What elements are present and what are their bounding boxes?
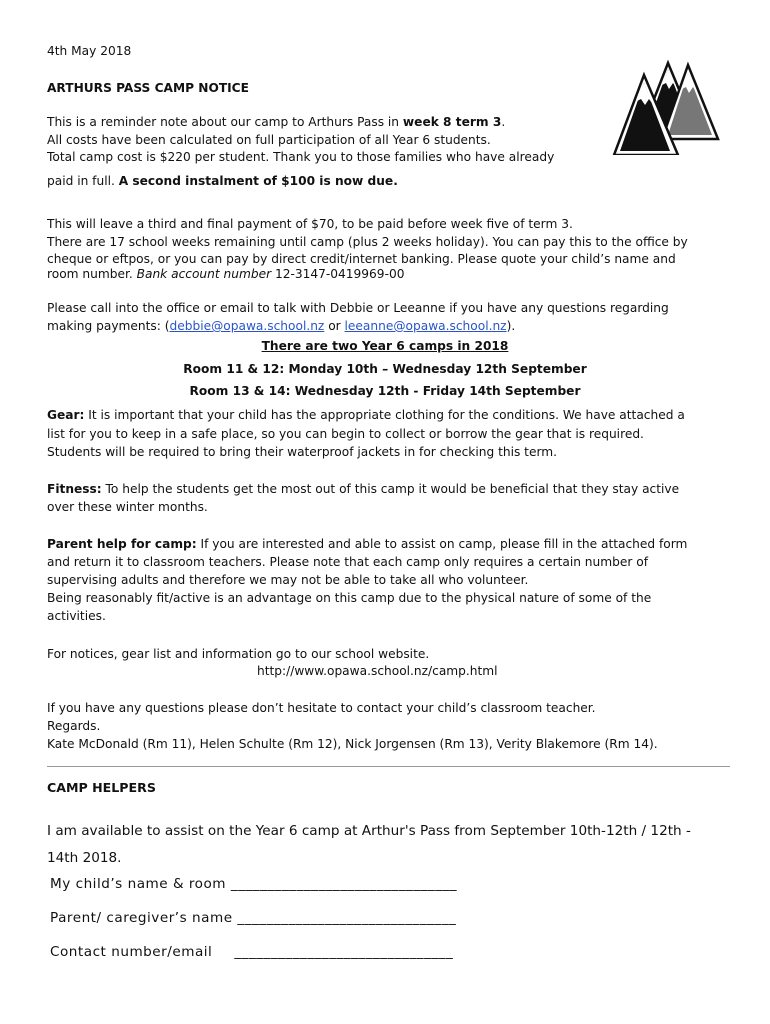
notice-line-1: This is a reminder note about our camp to Arthurs Pass in week 8 term 3. bbox=[47, 115, 506, 129]
gear-line-1: Gear: It is important that your child has the appropriate clothing for the conditions. We have attached a bbox=[47, 408, 685, 422]
parent-help-line-4: Being reasonably fit/active is an advantage on this camp due to the physical nature of some of the bbox=[47, 591, 652, 605]
camp-1-dates: Room 11 & 12: Monday 10th – Wednesday 12th September bbox=[183, 362, 587, 376]
payment-line-3: cheque or eftpos, or you can pay by direct credit/internet banking. Please quote your child’s name and bbox=[47, 252, 676, 266]
notice-title: ARTHURS PASS CAMP NOTICE bbox=[47, 81, 249, 95]
child-name-field[interactable] bbox=[50, 876, 457, 892]
camp-2-dates: Room 13 & 14: Wednesday 12th - Friday 14th September bbox=[189, 384, 581, 398]
contact-line-2: making payments: (debbie@opawa.school.nz or leeanne@opawa.school.nz). bbox=[47, 319, 516, 333]
parent-help-line-5: activities. bbox=[47, 609, 106, 623]
email-link-leeanne[interactable]: leeanne@opawa.school.nz bbox=[344, 319, 507, 333]
website-url[interactable]: http://www.opawa.school.nz/camp.html bbox=[257, 664, 498, 678]
helpers-line-1: I am available to assist on the Year 6 camp at Arthur's Pass from September 10th-12th / 12th - bbox=[47, 823, 691, 839]
mountain-logo bbox=[610, 55, 730, 155]
website-line: For notices, gear list and information go to our school website. bbox=[47, 647, 430, 661]
camps-heading: There are two Year 6 camps in 2018 bbox=[261, 339, 509, 353]
parent-name-field[interactable] bbox=[50, 910, 456, 926]
contact-line-1: Please call into the office or email to talk with Debbie or Leeanne if you have any questions regarding bbox=[47, 301, 669, 315]
notice-line-4: paid in full. A second instalment of $100 is now due. bbox=[47, 174, 398, 188]
parent-help-line-2: and return it to classroom teachers. Please note that each camp only requires a certain number of bbox=[47, 555, 648, 569]
email-link-debbie[interactable]: debbie@opawa.school.nz bbox=[169, 319, 325, 333]
closing-signatories: Kate McDonald (Rm 11), Helen Schulte (Rm 12), Nick Jorgensen (Rm 13), Verity Blakemore (Rm 14). bbox=[47, 737, 658, 751]
payment-line-4: room number. Bank account number 12-3147-0419969-00 bbox=[47, 267, 405, 281]
contact-label: Contact number/email bbox=[50, 944, 213, 960]
notice-date: 4th May 2018 bbox=[47, 44, 132, 58]
payment-line-2: There are 17 school weeks remaining until camp (plus 2 weeks holiday). You can pay this to the office by bbox=[47, 234, 688, 249]
parent-help-line-1: Parent help for camp: If you are interested and able to assist on camp, please fill in the attached form bbox=[47, 537, 688, 551]
payment-line-1: This will leave a third and final payment of $70, to be paid before week five of term 3. bbox=[47, 217, 573, 231]
notice-line-3: Total camp cost is $220 per student. Thank you to those families who have already bbox=[47, 150, 555, 164]
child-name-label: My child’s name & room bbox=[50, 876, 227, 892]
fitness-line-1: Fitness: To help the students get the most out of this camp it would be beneficial that they stay active bbox=[47, 482, 680, 496]
child-name-blank: _______________________________ bbox=[230, 876, 458, 892]
section-divider bbox=[47, 766, 730, 767]
closing-regards: Regards. bbox=[47, 719, 101, 733]
gear-line-2: list for you to keep in a safe place, so you can begin to collect or borrow the gear that is required. bbox=[47, 427, 644, 441]
parent-name-blank: ______________________________ bbox=[237, 910, 457, 926]
parent-help-line-3: supervising adults and therefore we may not be able to take all who volunteer. bbox=[47, 573, 529, 587]
gear-line-3: Students will be required to bring their waterproof jackets in for checking this term. bbox=[47, 445, 558, 459]
closing-line-1: If you have any questions please don’t hesitate to contact your child’s classroom teacher. bbox=[47, 701, 596, 715]
notice-line-2: All costs have been calculated on full participation of all Year 6 students. bbox=[47, 132, 491, 147]
helpers-title: CAMP HELPERS bbox=[47, 780, 156, 795]
contact-blank: ______________________________ bbox=[234, 944, 454, 960]
helpers-line-2: 14th 2018. bbox=[47, 850, 122, 866]
parent-name-label: Parent/ caregiver’s name bbox=[50, 910, 233, 926]
contact-field[interactable] bbox=[50, 944, 453, 960]
fitness-line-2: over these winter months. bbox=[47, 500, 208, 514]
